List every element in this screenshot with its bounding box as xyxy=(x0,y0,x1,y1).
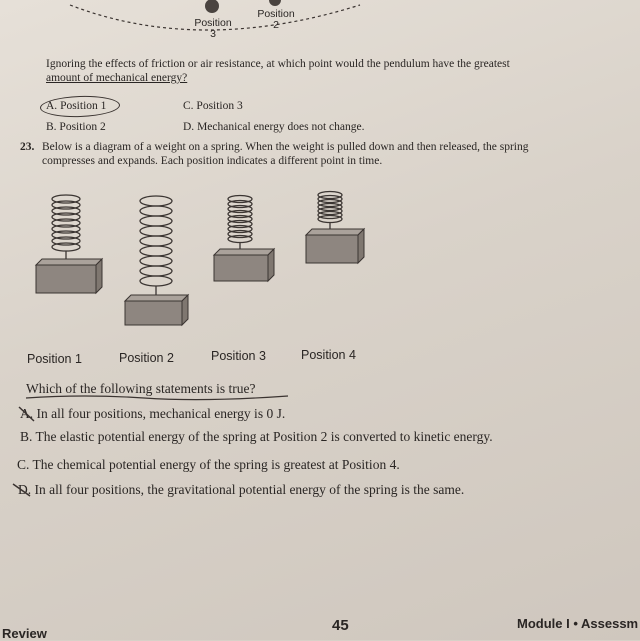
q23-option-a-text: In all four positions, mechanical energy is 0 J. xyxy=(36,406,286,421)
q23-option-c[interactable] xyxy=(17,457,400,473)
pendulum-diagram xyxy=(0,0,640,60)
label-position4: Position 4 xyxy=(301,348,356,362)
prompt-underline-scribble xyxy=(24,392,294,404)
spring-position4 xyxy=(306,192,364,264)
pendulum-label-position2: Position 2 xyxy=(257,8,295,31)
springs-diagram xyxy=(0,185,400,335)
q22-option-a-text: Position 1 xyxy=(60,100,107,112)
q23-option-d-letter: D. xyxy=(18,482,32,497)
q22-stem-line2: amount of mechanical energy? xyxy=(46,72,188,84)
q23-option-c-text: The chemical potential energy of the spring is greatest at Position 4. xyxy=(32,457,400,472)
q23-option-b[interactable] xyxy=(20,429,493,445)
q22-option-d-text: Mechanical energy does not change. xyxy=(197,121,365,133)
q23-option-d-text: In all four positions, the gravitational potential energy of the spring is the same. xyxy=(34,482,465,497)
pendulum-label-position3: Position 3 xyxy=(194,17,232,40)
q23-option-a-letter: A. xyxy=(20,406,34,421)
q22-option-b-letter: B. xyxy=(46,121,57,133)
spring-position1 xyxy=(36,195,102,293)
q22-option-a-letter: A. xyxy=(46,100,58,112)
q22-stem-line1: Ignoring the effects of friction or air resistance, at which point would the pendulum have the greatest xyxy=(46,58,510,70)
q22-option-d-letter: D. xyxy=(183,121,195,133)
q23-stem-line1: Below is a diagram of a weight on a spring. When the weight is pulled down and then released, the spring xyxy=(42,141,529,153)
q22-option-d[interactable] xyxy=(183,121,365,133)
cross-out-mark-a xyxy=(16,404,38,424)
cross-out-mark-d xyxy=(10,480,34,500)
q22-option-b[interactable] xyxy=(46,121,106,133)
q23-stem-line2: compresses and expands. Each position indicates a different point in time. xyxy=(42,155,383,167)
pendulum-bob-position2 xyxy=(269,0,281,6)
footer-left-text: Review xyxy=(2,626,47,641)
q22-option-b-text: Position 2 xyxy=(59,121,106,133)
q23-option-a[interactable] xyxy=(20,406,285,422)
q23-option-b-letter: B. xyxy=(20,429,33,444)
q22-option-c[interactable] xyxy=(183,100,243,112)
q23-prompt: Which of the following statements is true? xyxy=(26,381,256,396)
q23-number: 23. xyxy=(20,141,35,153)
q22-option-c-text: Position 3 xyxy=(196,100,243,112)
page-number: 45 xyxy=(332,617,349,634)
footer-right-text: Module I • Assessm xyxy=(517,616,639,631)
label-position1: Position 1 xyxy=(27,352,82,366)
spring-position2 xyxy=(125,196,188,325)
q23-option-b-text: The elastic potential energy of the spring at Position 2 is converted to kinetic energy. xyxy=(35,429,493,444)
q22-option-c-letter: C. xyxy=(183,100,194,112)
q22-answer-circle xyxy=(40,95,121,119)
pendulum-bob-position3 xyxy=(205,0,219,13)
q23-option-d[interactable] xyxy=(18,482,464,498)
q23-option-c-letter: C. xyxy=(17,457,30,472)
label-position3: Position 3 xyxy=(211,349,266,363)
label-position2: Position 2 xyxy=(119,351,174,365)
spring-position3 xyxy=(214,196,274,282)
